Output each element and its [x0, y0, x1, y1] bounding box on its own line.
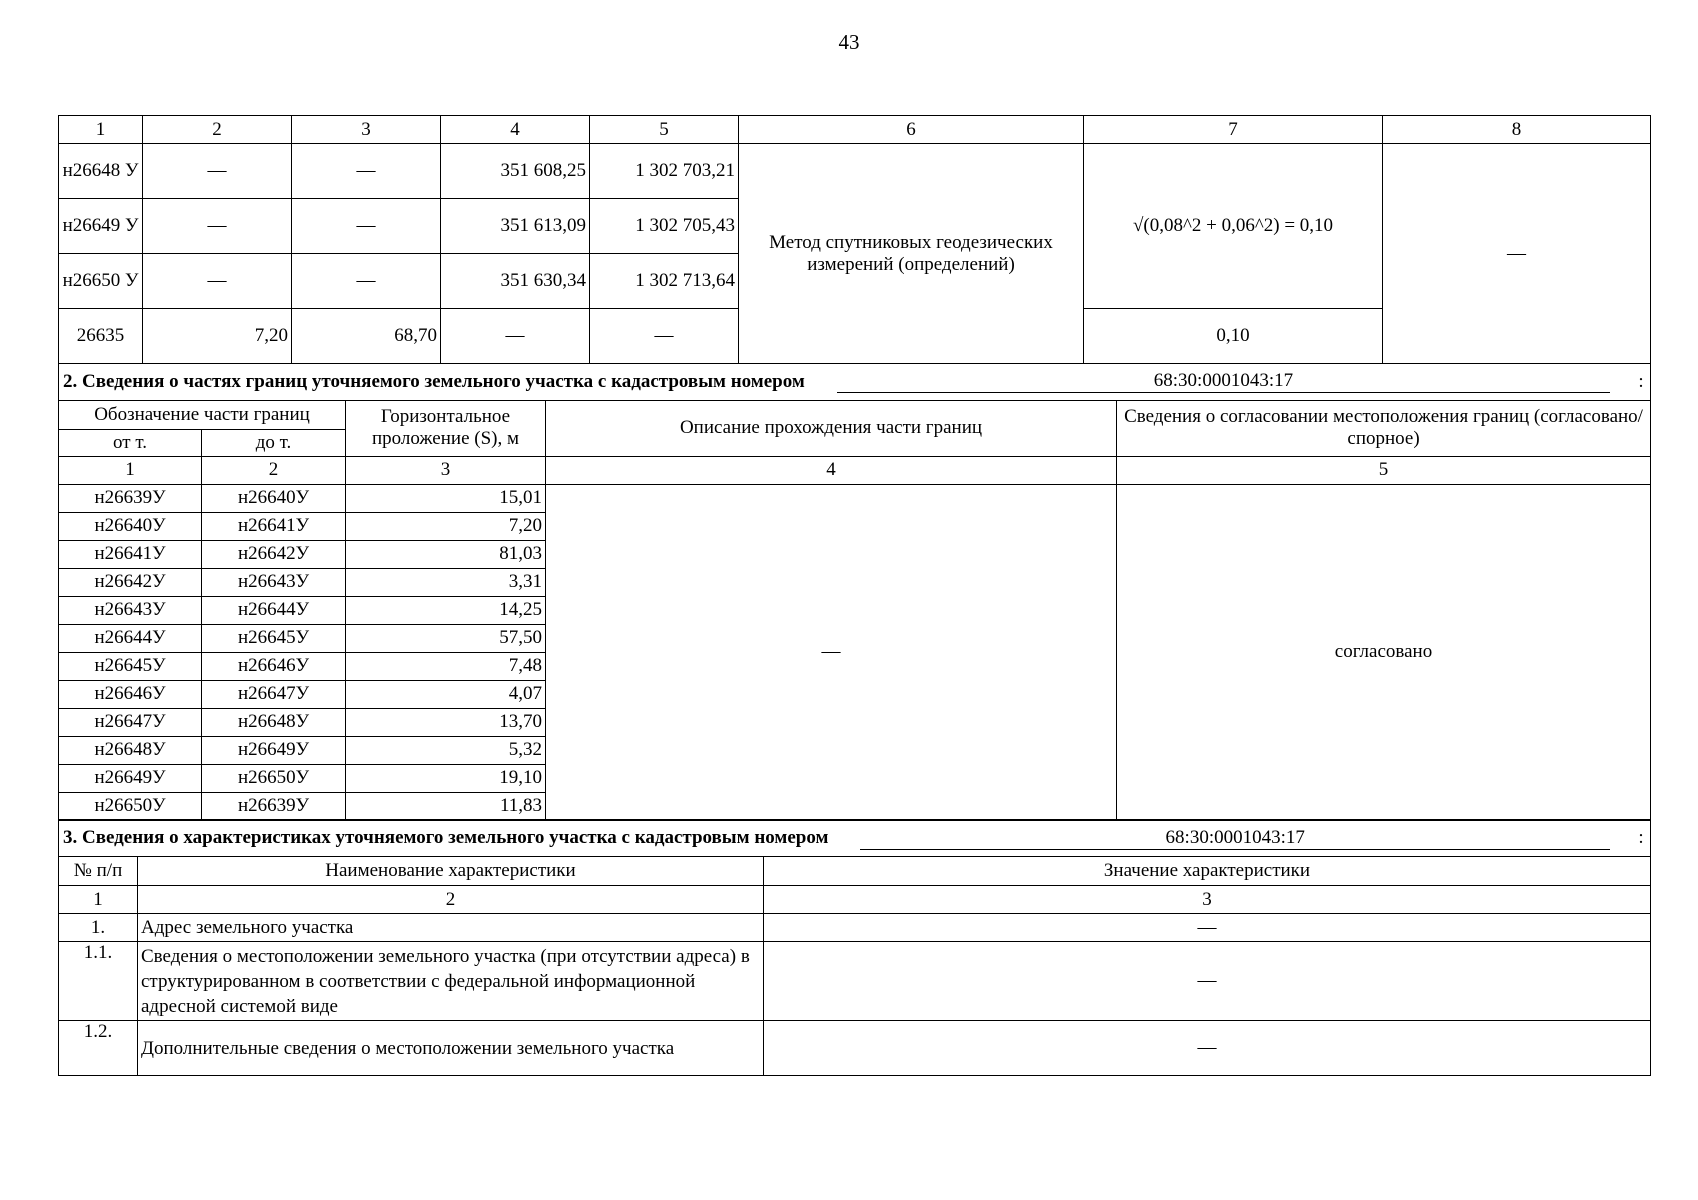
from-header: от т. [59, 429, 202, 456]
distance: 15,01 [346, 484, 546, 512]
table-row [59, 914, 1651, 942]
to-point: н26641У [202, 512, 346, 540]
column-number: 1 [59, 116, 143, 144]
column-number: 5 [1117, 456, 1651, 484]
cell: — [143, 144, 292, 199]
table-row [59, 484, 1651, 512]
column-number-row [59, 456, 1651, 484]
horizontal-header: Горизонтальное проложение (S), м [346, 400, 546, 456]
from-point: н26647У [59, 708, 202, 736]
distance: 19,10 [346, 764, 546, 792]
distance: 7,20 [346, 512, 546, 540]
from-point: н26641У [59, 540, 202, 568]
to-point: н26650У [202, 764, 346, 792]
characteristic-value: — [764, 1021, 1651, 1076]
to-point: н26645У [202, 624, 346, 652]
distance: 57,50 [346, 624, 546, 652]
column-number: 6 [739, 116, 1084, 144]
table-row [59, 1021, 1651, 1076]
column-number: 4 [441, 116, 590, 144]
cell: — [292, 254, 441, 309]
column-number: 1 [59, 456, 202, 484]
cell: — [143, 199, 292, 254]
row-number: 1.2. [59, 1021, 138, 1076]
to-point: н26648У [202, 708, 346, 736]
to-point: н26644У [202, 596, 346, 624]
distance: 13,70 [346, 708, 546, 736]
characteristics-table [58, 819, 1651, 1076]
agreement-value: согласовано [1117, 484, 1651, 820]
to-point: н26649У [202, 736, 346, 764]
table-row [59, 942, 1651, 1021]
distance: 81,03 [346, 540, 546, 568]
to-point: н26639У [202, 792, 346, 820]
table-row [59, 144, 1651, 199]
cadastral-number: 68:30:0001043:17 [860, 827, 1610, 850]
coord-y: — [590, 309, 739, 364]
from-point: н26642У [59, 568, 202, 596]
coord-y: 1 302 713,64 [590, 254, 739, 309]
col8-value: — [1383, 144, 1651, 364]
characteristic-value: — [764, 942, 1651, 1021]
coord-x: 351 630,34 [441, 254, 590, 309]
column-number: 5 [590, 116, 739, 144]
distance: 3,31 [346, 568, 546, 596]
from-point: н26645У [59, 652, 202, 680]
distance: 7,48 [346, 652, 546, 680]
characteristic-value: — [764, 914, 1651, 942]
characteristic-name: Адрес земельного участка [138, 914, 764, 942]
coord-y: 1 302 703,21 [590, 144, 739, 199]
column-number: 3 [346, 456, 546, 484]
point-label: н26650 У [59, 254, 143, 309]
section-2-title: 2. Сведения о частях границ уточняемого земельного участка с кадастровым номером [63, 370, 805, 392]
point-label: н26648 У [59, 144, 143, 199]
to-point: н26647У [202, 680, 346, 708]
to-point: н26642У [202, 540, 346, 568]
cell: — [292, 144, 441, 199]
from-point: н26646У [59, 680, 202, 708]
from-point: н26643У [59, 596, 202, 624]
description-header: Описание прохождения части границ [546, 400, 1117, 456]
description-value: — [546, 484, 1117, 820]
cell: 68,70 [292, 309, 441, 364]
colon: : [1638, 827, 1644, 848]
distance: 4,07 [346, 680, 546, 708]
column-number: 3 [292, 116, 441, 144]
column-number-row [59, 116, 1651, 144]
page-number: 43 [838, 30, 860, 54]
column-number: 3 [764, 886, 1651, 914]
from-point: н26648У [59, 736, 202, 764]
column-number: 1 [59, 886, 138, 914]
section-2-header [59, 363, 1651, 400]
cell: 7,20 [143, 309, 292, 364]
row-number: 1. [59, 914, 138, 942]
column-number: 7 [1084, 116, 1383, 144]
cell: — [292, 199, 441, 254]
characteristic-name: Сведения о местоположении земельного участка (при отсутствии адреса) в структурированном в соответствии с федеральной информационной адресной системой виде [138, 942, 764, 1021]
agreement-header: Сведения о согласовании местоположения границ (согласовано/спорное) [1117, 400, 1651, 456]
column-number: 2 [202, 456, 346, 484]
from-point: н26650У [59, 792, 202, 820]
row-number: 1.1. [59, 942, 138, 1021]
column-number: 8 [1383, 116, 1651, 144]
accuracy-formula: √(0,08^2 + 0,06^2) = 0,10 [1084, 144, 1383, 309]
header-row [59, 857, 1651, 886]
section-3-title: 3. Сведения о характеристиках уточняемого земельного участка с кадастровым номером [63, 827, 829, 848]
characteristic-name: Дополнительные сведения о местоположении земельного участка [138, 1021, 764, 1076]
distance: 5,32 [346, 736, 546, 764]
boundary-parts-table [58, 363, 1651, 821]
from-point: н26644У [59, 624, 202, 652]
from-point: н26640У [59, 512, 202, 540]
document-sheet [58, 115, 1650, 1076]
from-point: н26639У [59, 484, 202, 512]
column-number-row [59, 886, 1651, 914]
distance: 14,25 [346, 596, 546, 624]
header-row [59, 400, 1651, 429]
cadastral-number: 68:30:0001043:17 [837, 370, 1610, 393]
column-number: 4 [546, 456, 1117, 484]
value-header: Значение характеристики [764, 857, 1651, 886]
method-cell: Метод спутниковых геодезических измерений (определений) [739, 144, 1084, 364]
num-header: № п/п [59, 857, 138, 886]
coord-x: — [441, 309, 590, 364]
to-point: н26640У [202, 484, 346, 512]
coord-x: 351 608,25 [441, 144, 590, 199]
coord-y: 1 302 705,43 [590, 199, 739, 254]
to-point: н26646У [202, 652, 346, 680]
colon: : [1638, 370, 1644, 392]
name-header: Наименование характеристики [138, 857, 764, 886]
point-label: н26649 У [59, 199, 143, 254]
cell: — [143, 254, 292, 309]
column-number: 2 [138, 886, 764, 914]
point-label: 26635 [59, 309, 143, 364]
designation-header: Обозначение части границ [59, 400, 346, 429]
section-3-header [59, 820, 1651, 857]
coord-x: 351 613,09 [441, 199, 590, 254]
column-number: 2 [143, 116, 292, 144]
accuracy-value: 0,10 [1084, 309, 1383, 364]
coordinates-table [58, 115, 1651, 364]
to-header: до т. [202, 429, 346, 456]
distance: 11,83 [346, 792, 546, 820]
from-point: н26649У [59, 764, 202, 792]
to-point: н26643У [202, 568, 346, 596]
